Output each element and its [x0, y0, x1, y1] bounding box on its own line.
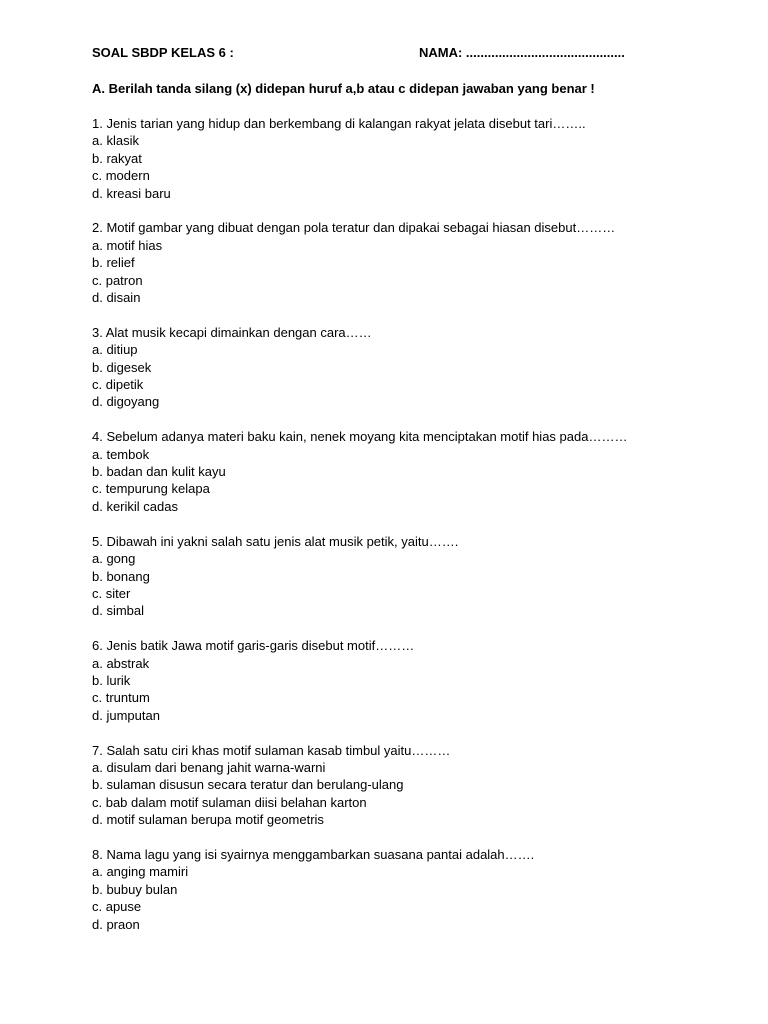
answer-option-b: b. badan dan kulit kayu: [92, 464, 226, 480]
name-field-label: NAMA: ............................................: [419, 45, 625, 60]
section-a-instruction: A. Berilah tanda silang (x) didepan huruf a,b atau c didepan jawaban yang benar !: [92, 81, 595, 96]
worksheet-page: [92, 44, 732, 950]
answer-option-c: c. siter: [92, 585, 131, 601]
question-6: [92, 637, 732, 724]
answer-option-a: a. ditiup: [92, 342, 138, 358]
answer-option-b: b. digesek: [92, 359, 152, 375]
answer-option-a: a. klasik: [92, 133, 139, 149]
answer-option-b: b. rakyat: [92, 150, 142, 166]
answer-option-c: c. truntum: [92, 690, 150, 706]
question-text: 2. Motif gambar yang dibuat dengan pola teratur dan dipakai sebagai hiasan disebut………: [92, 220, 616, 236]
answer-option-a: a. disulam dari benang jahit warna-warni: [92, 759, 326, 775]
answer-option-c: c. dipetik: [92, 377, 144, 393]
question-text: 8. Nama lagu yang isi syairnya menggambarkan suasana pantai adalah…….: [92, 846, 535, 862]
question-text: 1. Jenis tarian yang hidup dan berkembang di kalangan rakyat jelata disebut tari……..: [92, 116, 586, 131]
answer-option-b: b. lurik: [92, 672, 131, 688]
question-7: [92, 742, 732, 829]
question-3: [92, 324, 732, 411]
question-5: [92, 533, 732, 620]
answer-option-d: d. motif sulaman berupa motif geometris: [92, 812, 324, 828]
answer-option-c: c. apuse: [92, 899, 142, 915]
question-text: 4. Sebelum adanya materi baku kain, nenek moyang kita menciptakan motif hias pada………: [92, 429, 628, 445]
question-2: [92, 219, 732, 306]
answer-option-a: a. tembok: [92, 446, 150, 462]
answer-option-a: a. motif hias: [92, 237, 163, 253]
answer-option-d: d. kreasi baru: [92, 185, 171, 201]
answer-option-c: c. bab dalam motif sulaman diisi belahan karton: [92, 794, 367, 810]
question-8: [92, 846, 732, 933]
answer-option-b: b. sulaman disusun secara teratur dan berulang-ulang: [92, 777, 404, 793]
answer-option-d: d. praon: [92, 916, 140, 932]
question-text: 5. Dibawah ini yakni salah satu jenis alat musik petik, yaitu…….: [92, 533, 459, 549]
question-text: 3. Alat musik kecapi dimainkan dengan cara……: [92, 324, 372, 340]
question-list: [92, 115, 732, 933]
answer-option-d: d. digoyang: [92, 394, 160, 410]
answer-option-b: b. relief: [92, 255, 135, 271]
worksheet-header: [92, 44, 732, 61]
question-1: [92, 115, 732, 202]
answer-option-a: a. anging mamiri: [92, 864, 189, 880]
answer-option-b: b. bonang: [92, 568, 150, 584]
answer-option-d: d. jumputan: [92, 707, 160, 723]
answer-option-d: d. disain: [92, 290, 141, 306]
worksheet-title: SOAL SBDP KELAS 6 :: [92, 45, 234, 60]
question-text: 6. Jenis batik Jawa motif garis-garis disebut motif………: [92, 638, 415, 654]
question-4: [92, 428, 732, 515]
answer-option-c: c. patron: [92, 272, 143, 288]
question-text: 7. Salah satu ciri khas motif sulaman kasab timbul yaitu………: [92, 742, 451, 758]
answer-option-d: d. kerikil cadas: [92, 498, 178, 514]
answer-option-c: c. tempurung kelapa: [92, 481, 210, 497]
answer-option-a: a. abstrak: [92, 655, 150, 671]
answer-option-a: a. gong: [92, 551, 136, 567]
answer-option-c: c. modern: [92, 168, 150, 184]
answer-option-b: b. bubuy bulan: [92, 881, 178, 897]
answer-option-d: d. simbal: [92, 603, 145, 619]
